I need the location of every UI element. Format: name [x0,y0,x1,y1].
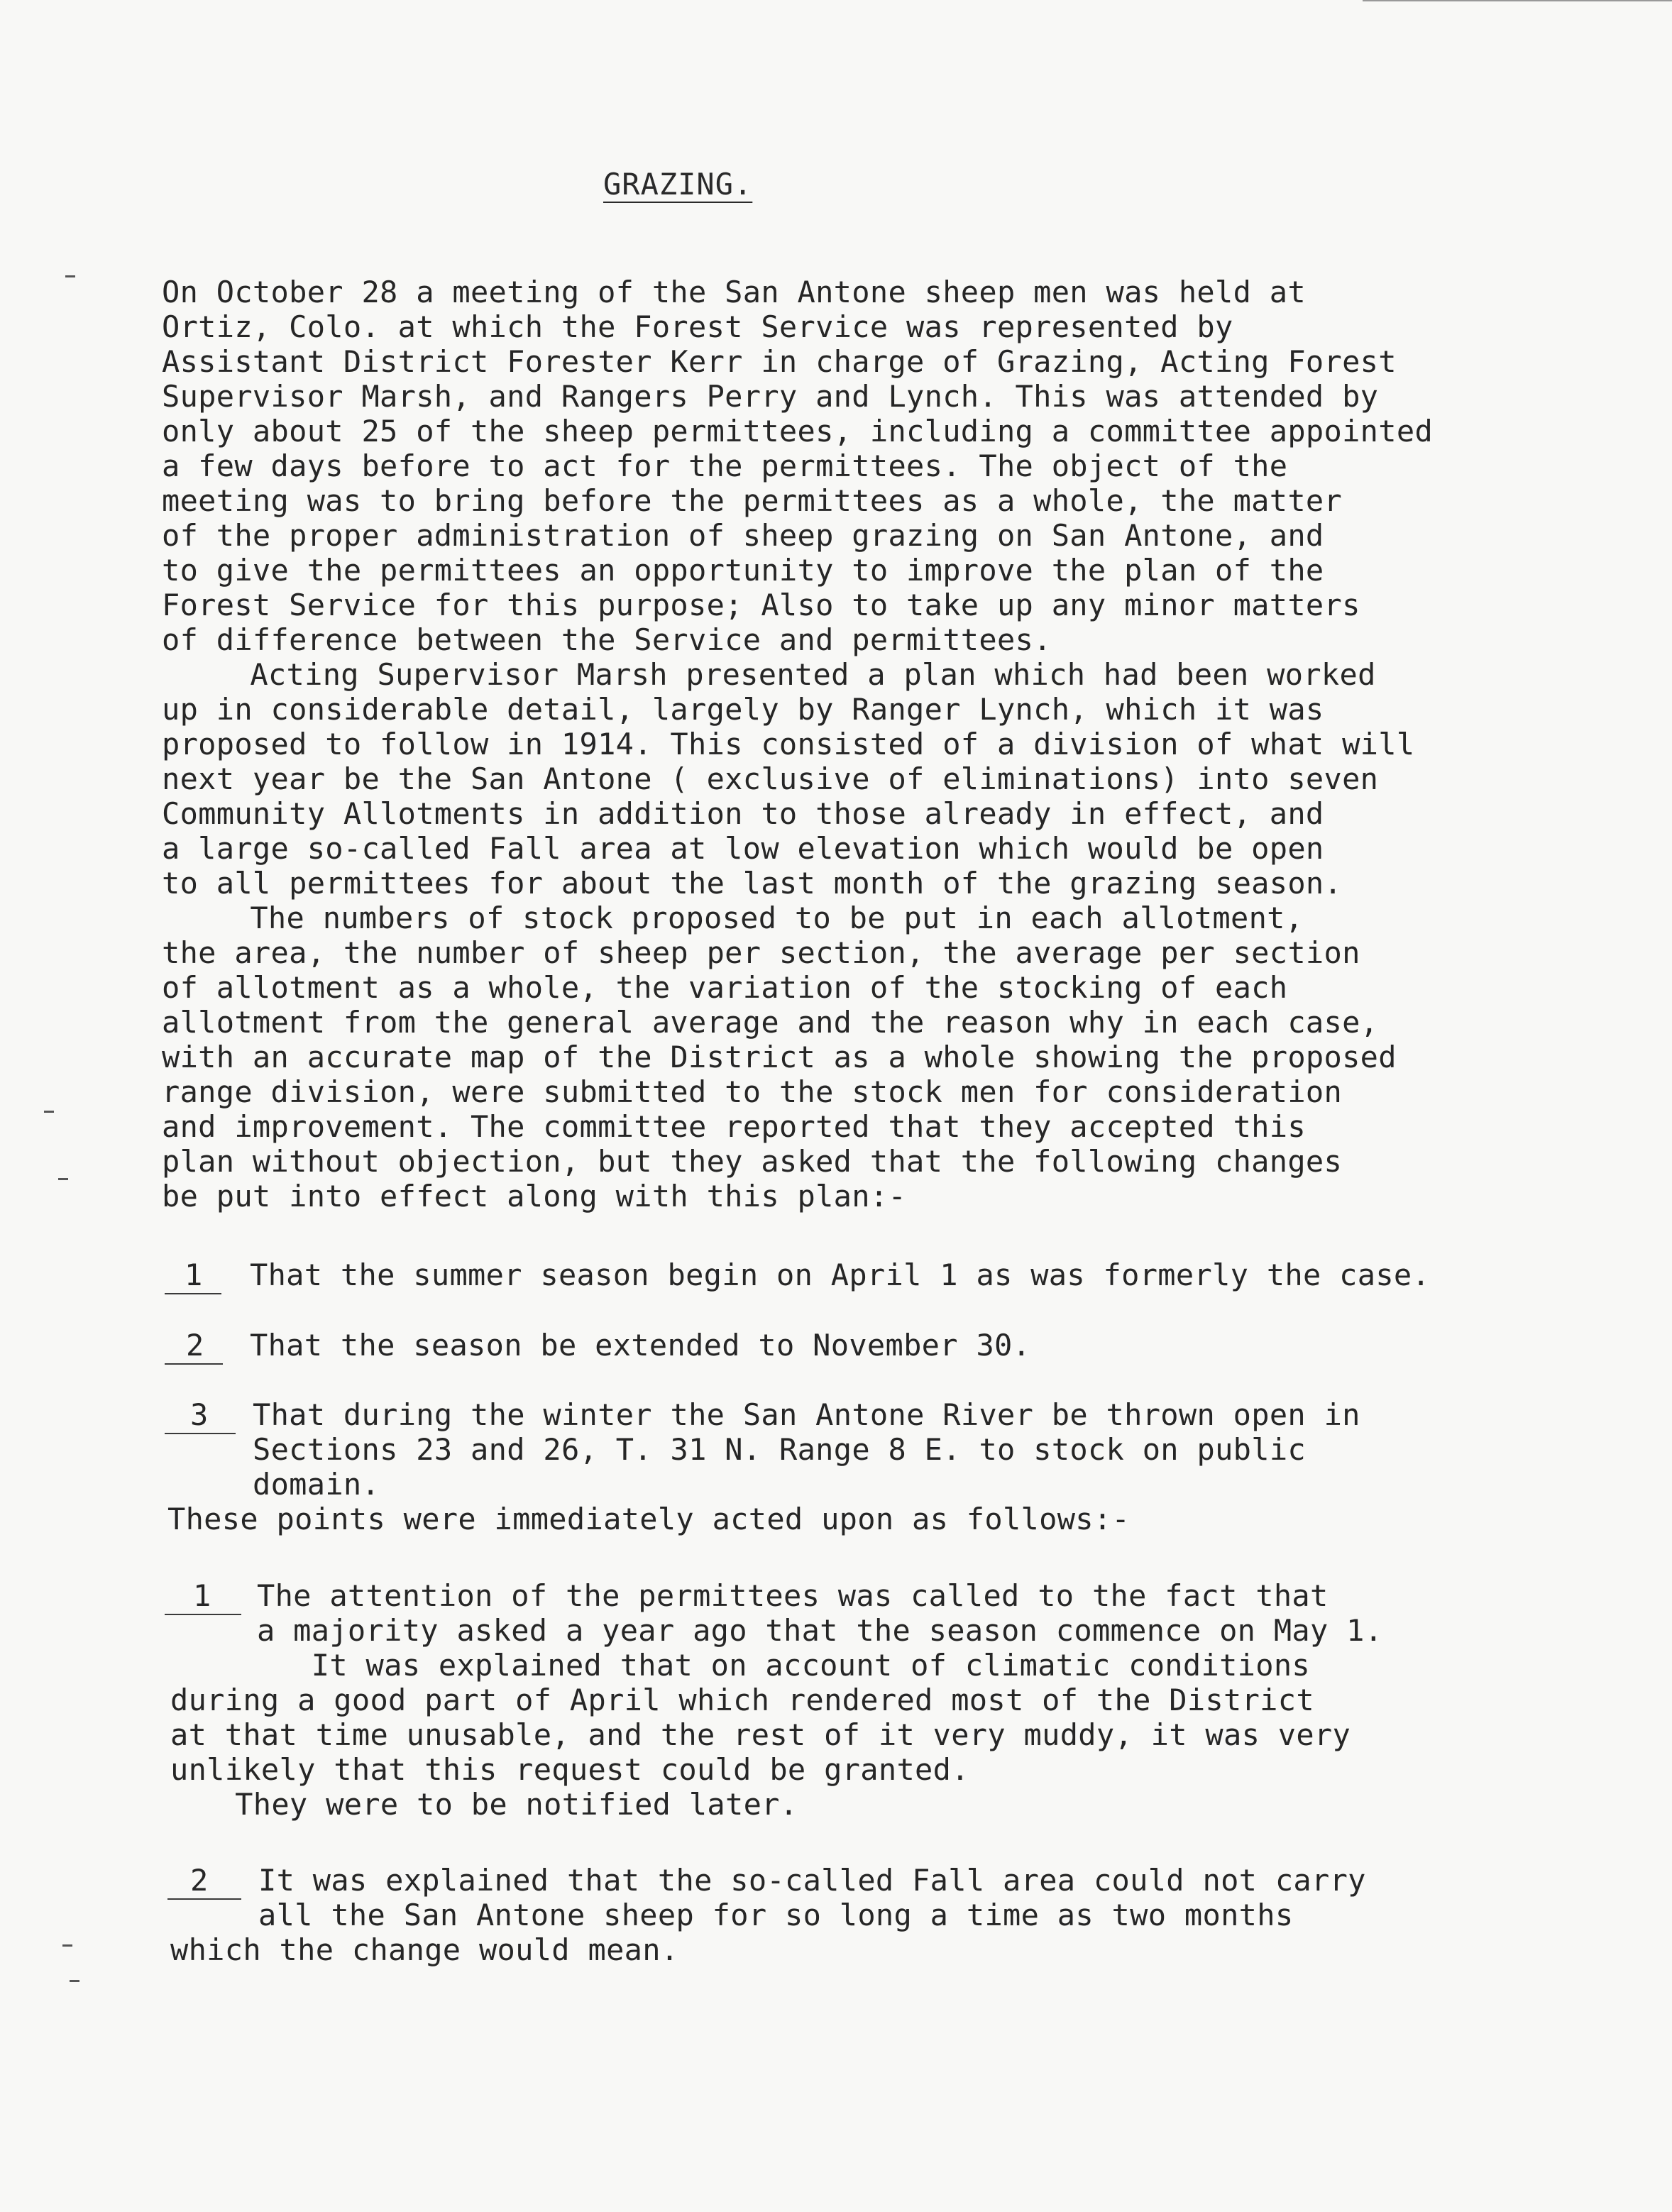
text-line: meeting was to bring before the permittees as a whole, the matter [162,483,1343,518]
item-number: 3 [190,1397,209,1432]
number-underline [165,1363,223,1365]
top-edge-line [1363,0,1672,1]
text-line: allotment from the general average and the reason why in each case, [162,1005,1379,1040]
text-line: That the season be extended to November 30. [250,1328,1031,1363]
text-line: Sections 23 and 26, T. 31 N. Range 8 E. to stock on public [253,1432,1306,1467]
text-line: unlikely that this request could be granted. [170,1752,969,1787]
text-line: of the proper administration of sheep grazing on San Antone, and [162,518,1324,553]
text-line: The numbers of stock proposed to be put in each allotment, [177,901,1304,935]
page-title: GRAZING. [603,167,753,202]
transition-line: These points were immediately acted upon as follows:- [167,1502,1131,1536]
text-line: all the San Antone sheep for so long a time as two months [258,1898,1294,1932]
text-line: That during the winter the San Antone River be thrown open in [253,1397,1360,1432]
text-line: to all permittees for about the last month of the grazing season. [162,866,1343,901]
text-line: It was explained that the so-called Fall area could not carry [258,1863,1366,1898]
text-line: Assistant District Forester Kerr in charge of Grazing, Acting Forest [162,344,1397,379]
text-line: the area, the number of sheep per section, the average per section [162,935,1360,970]
text-line: That the summer season begin on April 1 as was formerly the case. [250,1258,1431,1292]
item-number: 2 [190,1863,209,1898]
number-underline [165,1614,241,1615]
number-underline [165,1433,236,1434]
item-number: 1 [193,1578,211,1613]
margin-mark [62,1944,72,1947]
text-line: Ortiz, Colo. at which the Forest Service was represented by [162,309,1233,344]
text-line: which the change would mean. [170,1932,679,1967]
margin-mark [70,1980,79,1982]
text-line: next year be the San Antone ( exclusive of eliminations) into seven [162,761,1379,796]
number-underline [167,1898,241,1900]
item-number: 2 [186,1328,204,1363]
text-line: up in considerable detail, largely by Ranger Lynch, which it was [162,692,1324,727]
text-line: to give the permittees an opportunity to improve the plan of the [162,553,1324,588]
number-underline [165,1293,221,1294]
text-line: Acting Supervisor Marsh presented a plan which had been worked [177,657,1376,692]
text-line: during a good part of April which rendered most of the District [170,1683,1314,1717]
text-line: with an accurate map of the District as a whole showing the proposed [162,1040,1397,1074]
text-line: of difference between the Service and permittees. [162,622,1052,657]
text-line: The attention of the permittees was called to the fact that [257,1578,1329,1613]
text-line: It was explained that on account of climatic conditions [257,1648,1310,1683]
text-line: plan without objection, but they asked that the following changes [162,1144,1343,1179]
text-line: domain. [253,1467,380,1502]
text-line: at that time unusable, and the rest of it very muddy, it was very [170,1717,1351,1752]
text-line: a few days before to act for the permittees. The object of the [162,449,1288,483]
text-line: and improvement. The committee reported that they accepted this [162,1109,1306,1144]
text-line: Community Allotments in addition to those already in effect, and [162,796,1324,831]
item-number: 1 [185,1258,203,1292]
text-line: a majority asked a year ago that the season commence on May 1. [257,1613,1383,1648]
margin-mark [65,275,75,277]
text-line: On October 28 a meeting of the San Antone sheep men was held at [162,275,1306,309]
text-line: a large so-called Fall area at low elevation which would be open [162,831,1324,866]
text-line: range division, were submitted to the stock men for consideration [162,1074,1343,1109]
margin-mark [44,1111,54,1113]
text-line: proposed to follow in 1914. This consisted of a division of what will [162,727,1415,761]
margin-mark [58,1178,68,1180]
text-line: Forest Service for this purpose; Also to take up any minor matters [162,588,1360,622]
text-line: Supervisor Marsh, and Rangers Perry and Lynch. This was attended by [162,379,1379,414]
text-line: be put into effect along with this plan:- [162,1179,907,1214]
text-line: They were to be notified later. [199,1787,798,1822]
text-line: of allotment as a whole, the variation of the stocking of each [162,970,1288,1005]
text-line: only about 25 of the sheep permittees, including a committee appointed [162,414,1434,449]
